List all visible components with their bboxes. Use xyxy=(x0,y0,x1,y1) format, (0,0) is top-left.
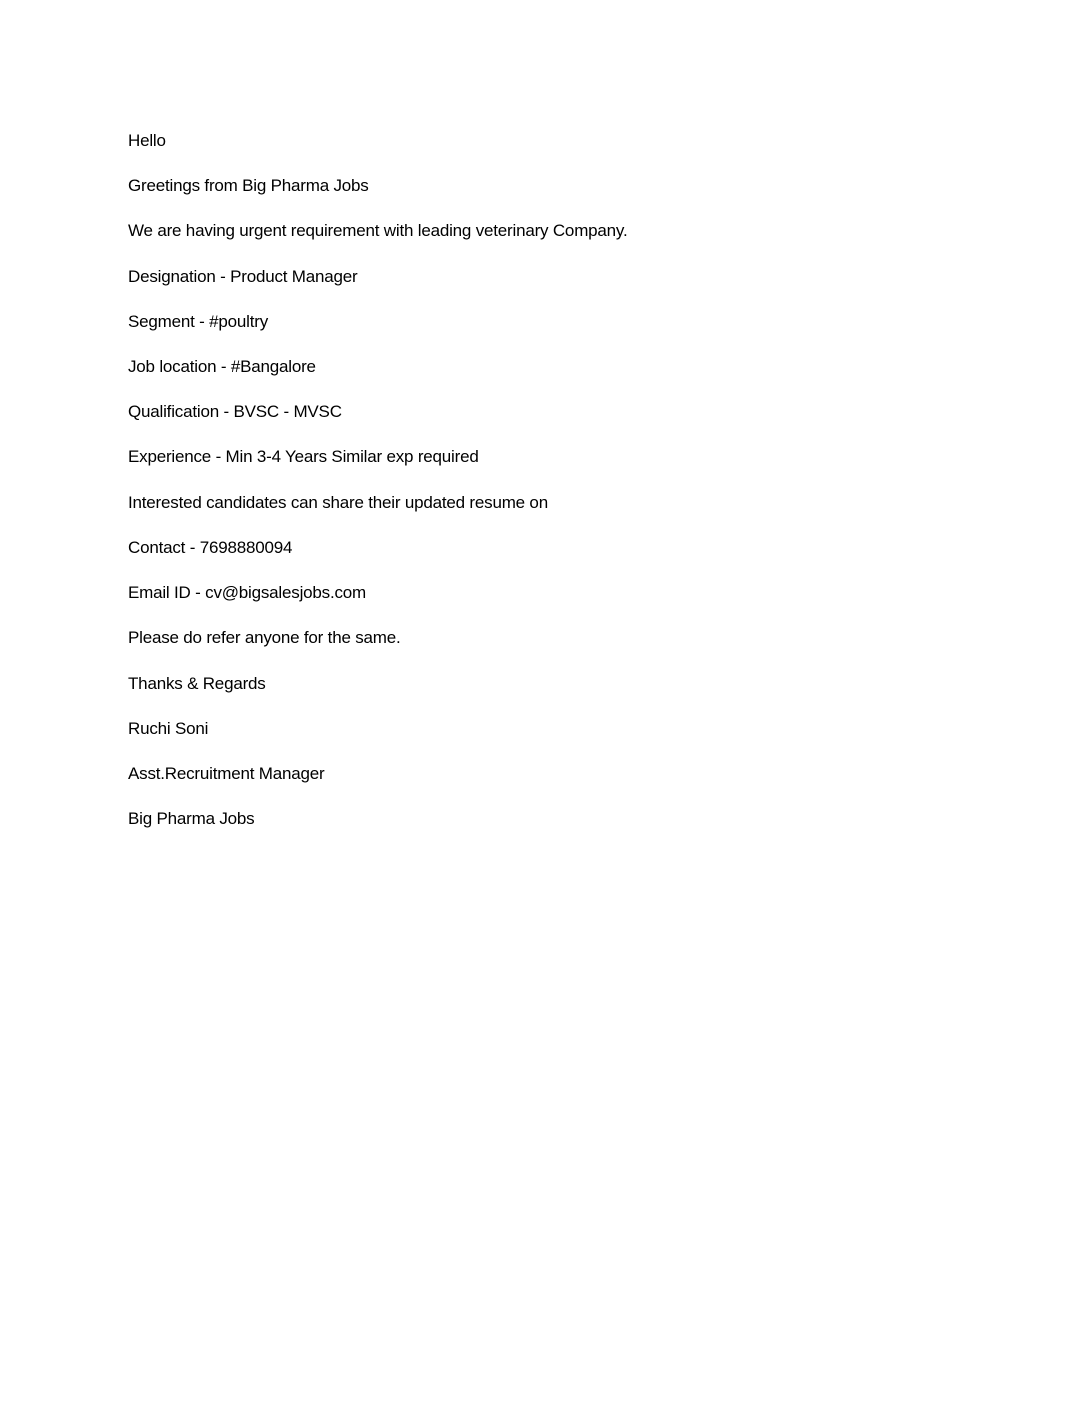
experience-line: Experience - Min 3-4 Years Similar exp required xyxy=(128,447,479,466)
signer-name-line: Ruchi Soni xyxy=(128,719,209,738)
designation-line: Designation - Product Manager xyxy=(128,267,358,286)
signer-title-line: Asst.Recruitment Manager xyxy=(128,764,325,783)
signer-company-line: Big Pharma Jobs xyxy=(128,809,255,828)
requirement-line: We are having urgent requirement with leading veterinary Company. xyxy=(128,221,628,240)
email-line: Email ID - cv@bigsalesjobs.com xyxy=(128,583,366,602)
refer-line: Please do refer anyone for the same. xyxy=(128,628,401,647)
qualification-line: Qualification - BVSC - MVSC xyxy=(128,402,342,421)
sign-off-line: Thanks & Regards xyxy=(128,674,266,693)
greeting-line: Hello xyxy=(128,131,166,150)
contact-line: Contact - 7698880094 xyxy=(128,538,293,557)
segment-line: Segment - #poultry xyxy=(128,312,269,331)
job-location-line: Job location - #Bangalore xyxy=(128,357,316,376)
share-resume-line: Interested candidates can share their updated resume on xyxy=(128,493,548,512)
greetings-company-line: Greetings from Big Pharma Jobs xyxy=(128,176,369,195)
